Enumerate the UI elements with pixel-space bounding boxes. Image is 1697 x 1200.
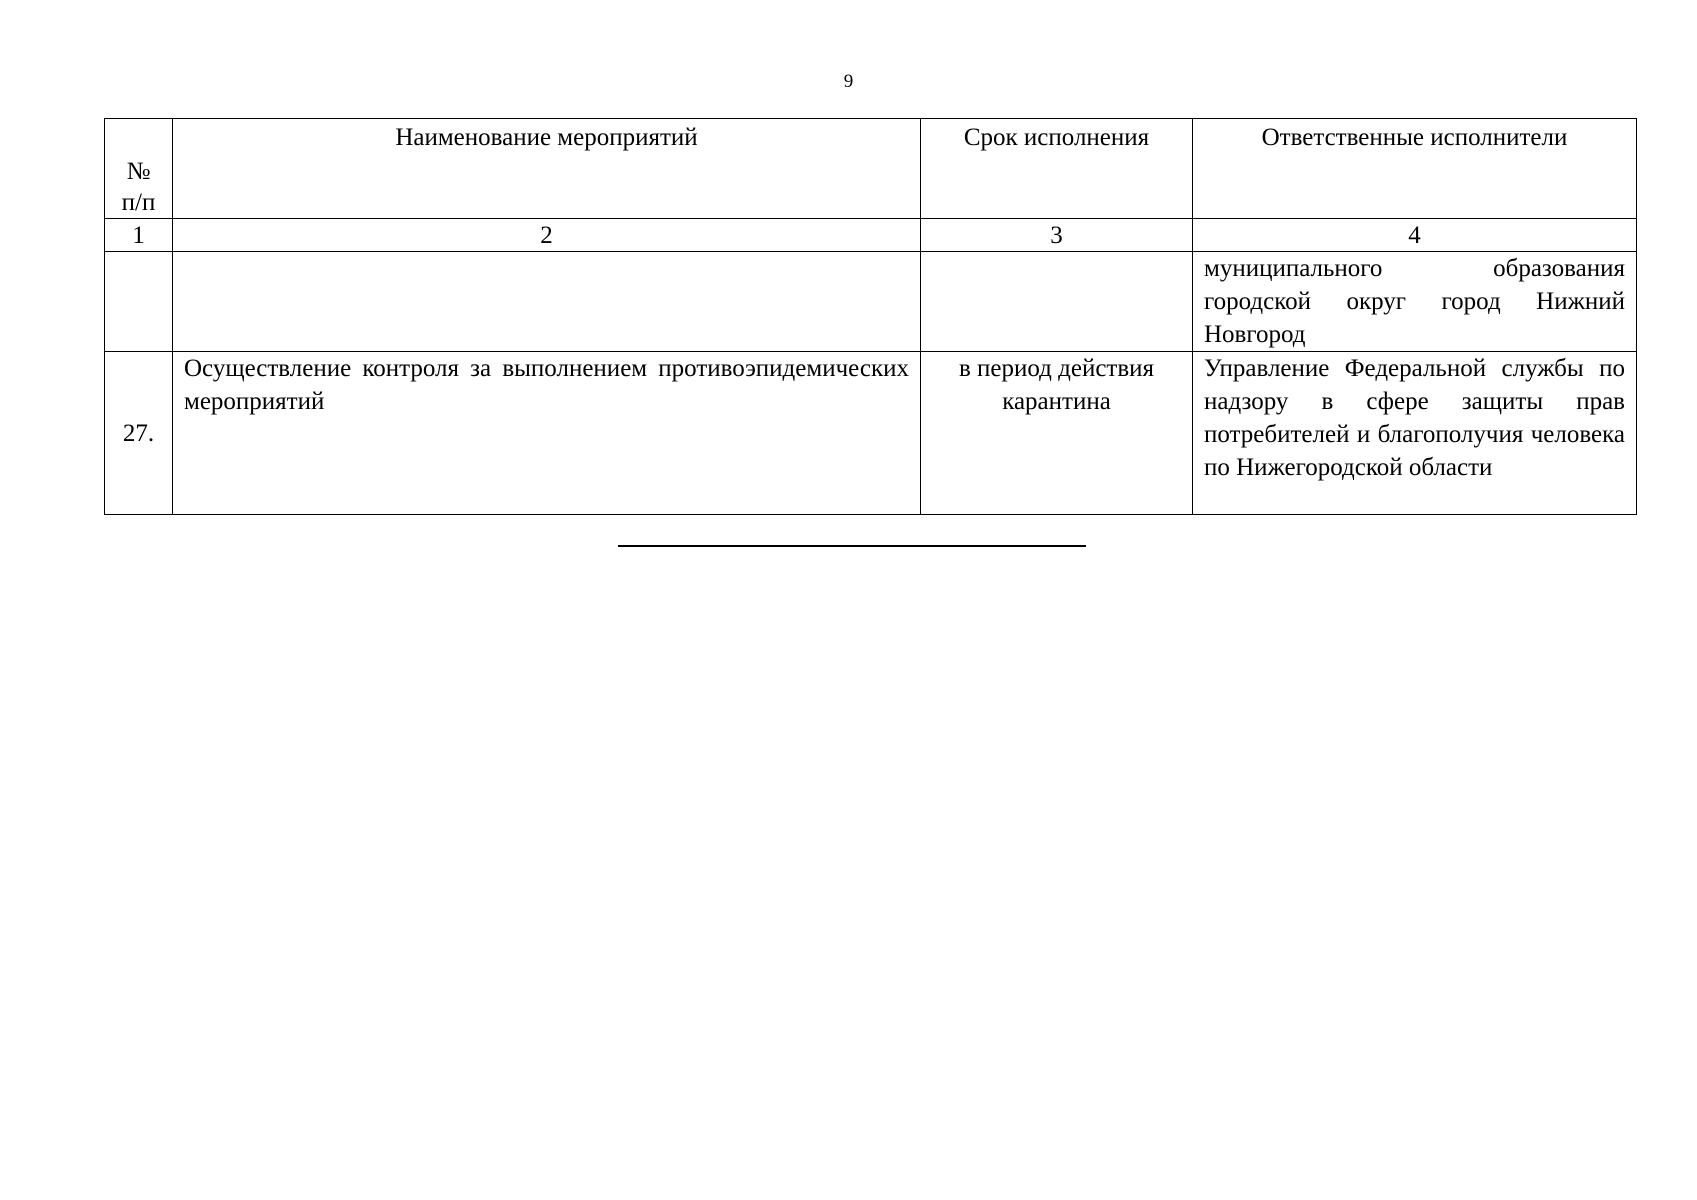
row-deadline-cell [921,352,1193,515]
activities-table [104,118,1637,515]
table-header-row [105,119,1637,219]
row-name-cell [173,252,921,352]
row-name-cell: Осуществление контроля за выполнением противоэпидемических мероприятий [173,352,921,515]
table-row [105,252,1637,352]
header-number-line: № [126,158,151,185]
table-row [105,352,1637,515]
column-index-row [105,219,1637,252]
header-name: Наименование мероприятий [173,119,921,219]
column-index: 2 [173,219,921,252]
row-number-cell [105,252,173,352]
header-number-line: п/п [121,189,156,216]
row-number-cell: 27. [105,352,173,515]
row-deadline-cell [921,252,1193,352]
deadline-line: в период действия [958,355,1155,382]
deadline-line: карантина [1002,388,1111,415]
header-number [105,119,173,219]
row-responsible-cell: Управление Федеральной службы по надзору в сфере защиты прав потребителей и благополучия человека по Нижегородской области [1193,352,1637,515]
column-index: 4 [1193,219,1637,252]
column-index: 3 [921,219,1193,252]
end-of-document-line [618,545,1086,547]
page-number: 9 [843,71,854,92]
column-index: 1 [105,219,173,252]
header-responsible: Ответственные исполнители [1193,119,1637,219]
header-deadline: Срок исполнения [921,119,1193,219]
row-responsible-cell: муниципального образования городской округ город Нижний Новгород [1193,252,1637,352]
